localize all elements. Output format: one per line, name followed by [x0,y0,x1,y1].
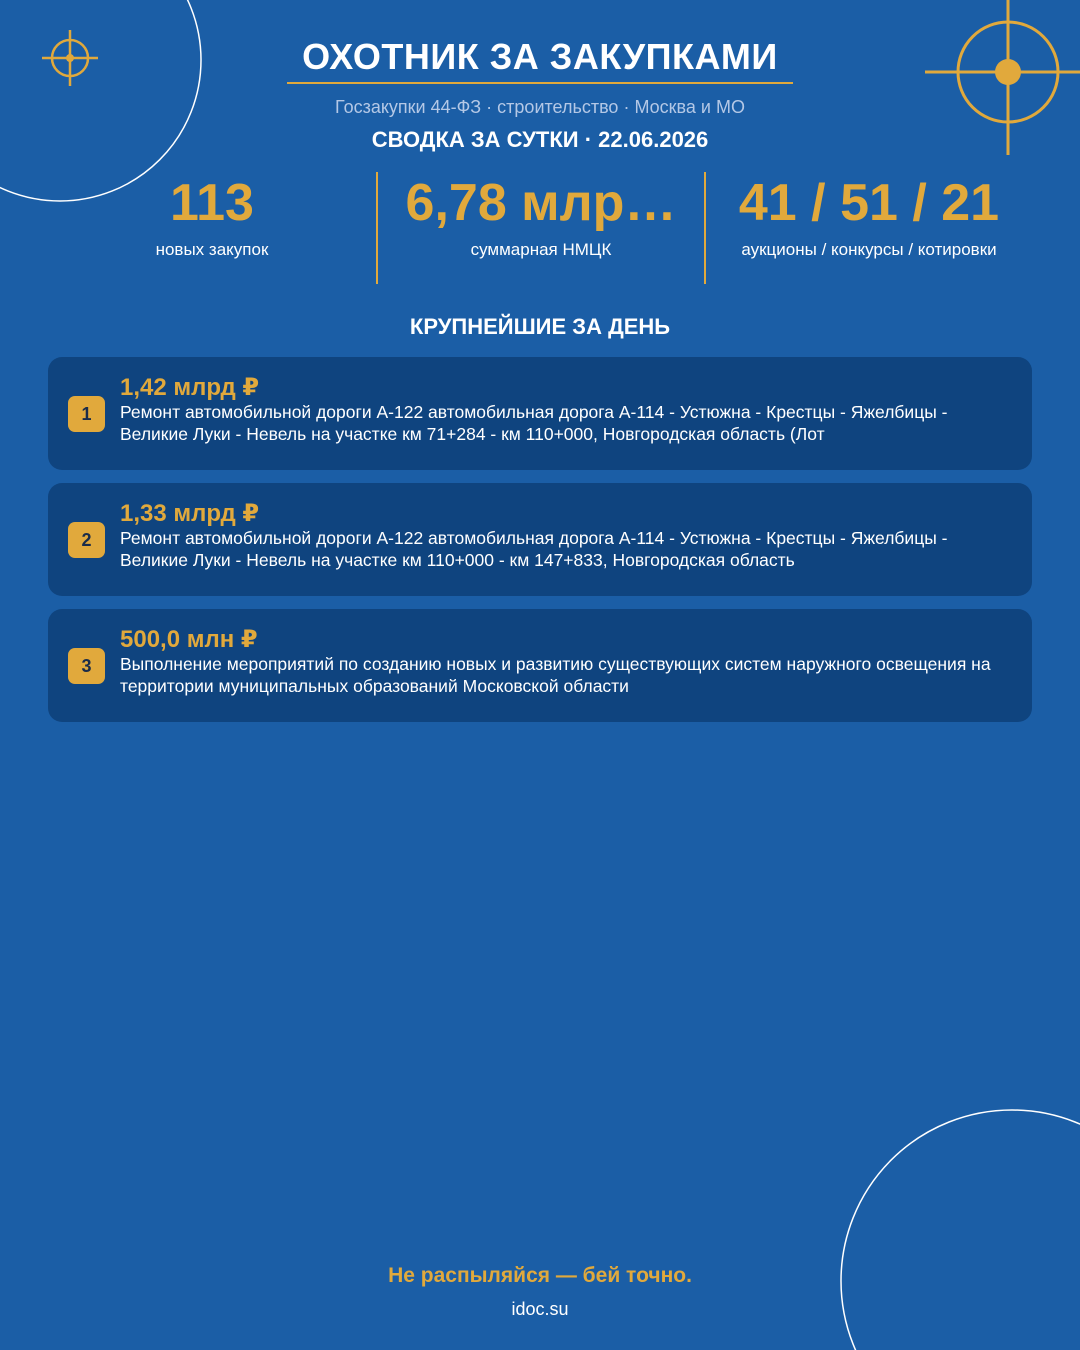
stat-procurement-types [706,172,1032,284]
stat-new-purchases [48,172,376,284]
summary-date: СВОДКА ЗА СУТКИ · 22.06.2026 [371,127,709,152]
title-underline [287,82,793,84]
stat-value: 41 / 51 / 21 [738,174,1000,232]
purchase-description: Ремонт автомобильной дороги А-122 автомобильная дорога А-114 - Устюжна - Крестцы - Яжелбицы - Великие Луки - Невель на участке км 110+000 - км 147+833, Новгородская область [120,528,948,570]
stat-label: аукционы / конкурсы / котировки [741,240,997,259]
purchase-amount: 500,0 млн ₽ [120,626,258,653]
footer-slogan: Не распыляйся — бей точно. [388,1264,692,1287]
page-subtitle: Госзакупки 44-ФЗ · строительство · Москва и МО [335,97,745,117]
purchase-card[interactable] [48,357,1032,470]
stat-value: 6,78 млр… [405,174,677,232]
stats-row [48,172,1032,284]
purchase-card[interactable] [48,609,1032,722]
top-purchases-list [48,357,1032,735]
stat-value: 113 [170,174,254,232]
purchase-amount: 1,33 млрд ₽ [120,500,260,527]
purchase-description: Выполнение мероприятий по созданию новых и развитию существующих систем наружного освещения на территории муниципальных образований Московской области [120,654,991,696]
purchase-description: Ремонт автомобильной дороги А-122 автомобильная дорога А-114 - Устюжна - Крестцы - Яжелбицы - Великие Луки - Невель на участке км 71+284 - км 110+000, Новгородская область (Лот [120,402,948,444]
footer-site-link[interactable]: idoc.su [511,1299,569,1319]
stat-total-nmck [378,172,704,284]
stat-label: новых закупок [155,240,269,259]
rank-badge: 3 [68,648,105,684]
rank-badge: 2 [68,522,105,558]
page-title: ОХОТНИК ЗА ЗАКУПКАМИ [302,36,778,77]
purchase-card[interactable] [48,483,1032,596]
stat-label: суммарная НМЦК [470,240,612,259]
section-title-top: КРУПНЕЙШИЕ ЗА ДЕНЬ [409,314,671,339]
rank-badge: 1 [68,396,105,432]
purchase-amount: 1,42 млрд ₽ [120,374,260,401]
